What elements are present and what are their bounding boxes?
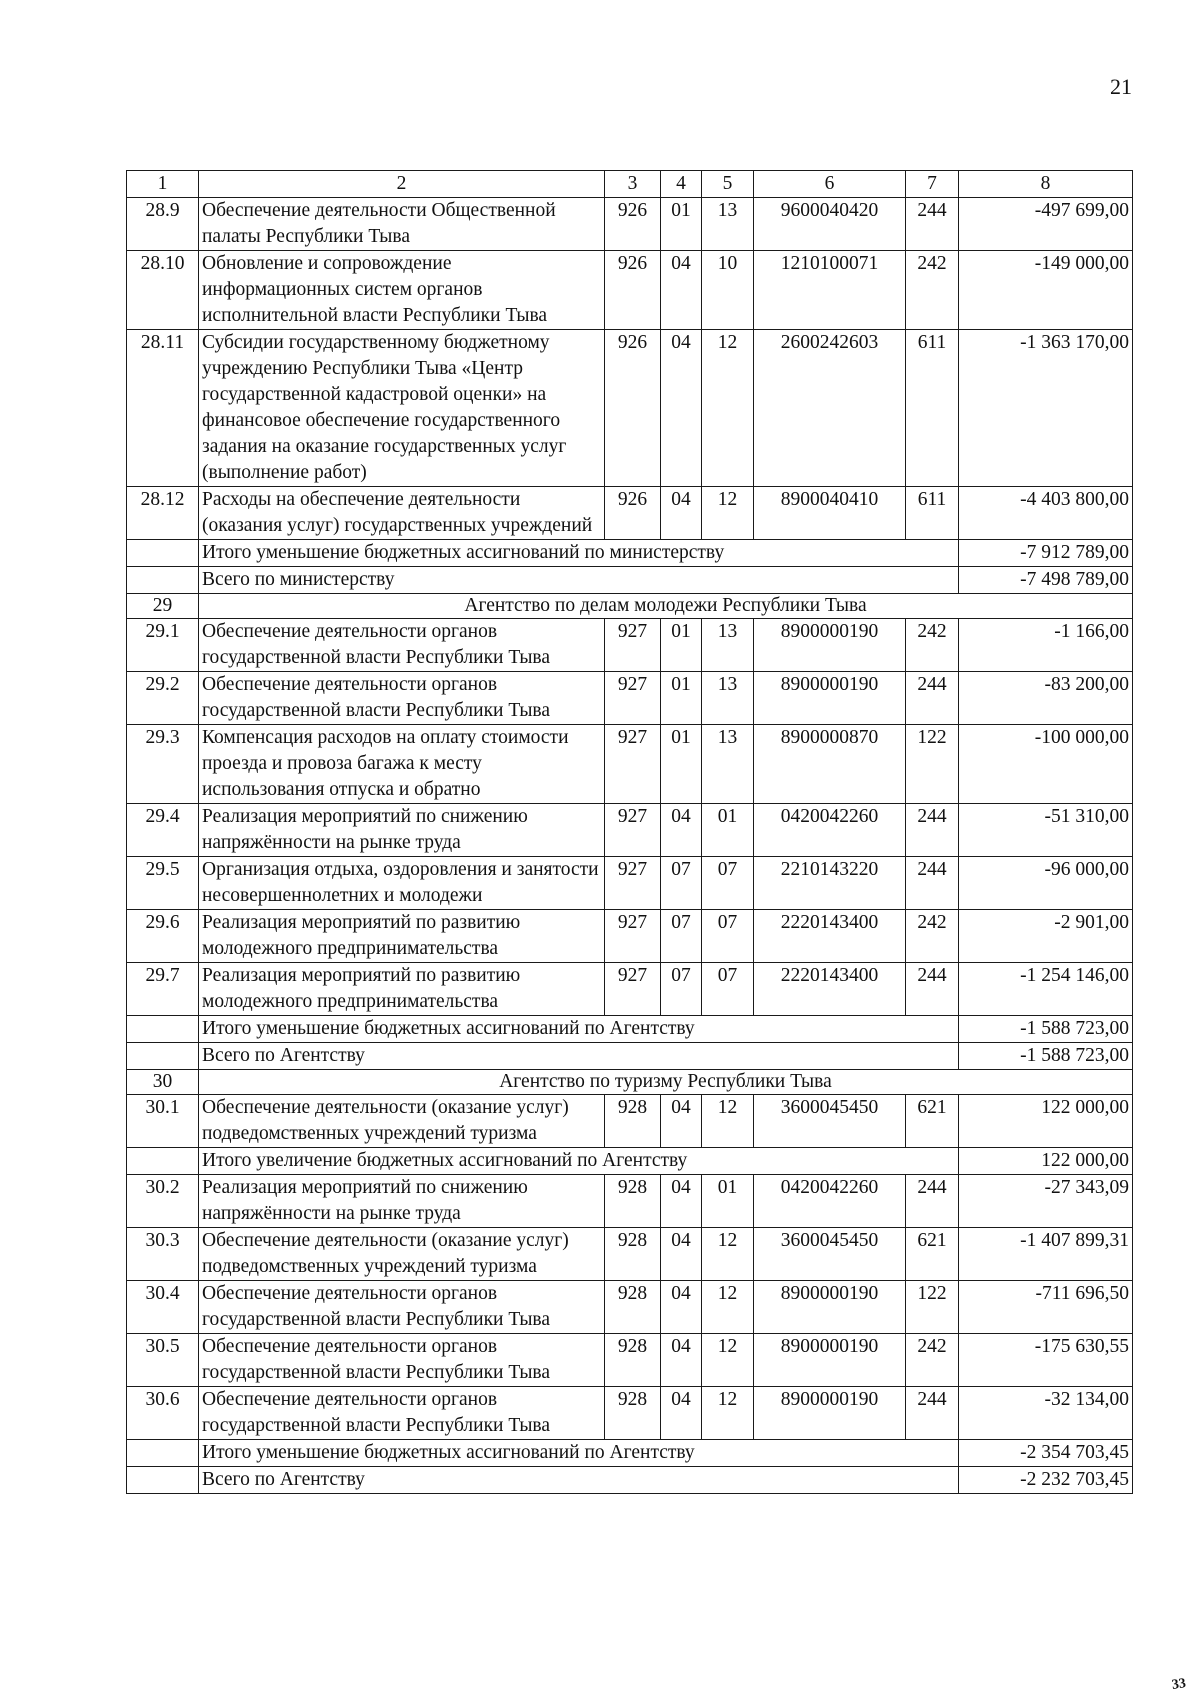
row-ministry-code: 927 — [605, 672, 661, 725]
row-section-code: 07 — [661, 963, 702, 1016]
row-target-article-code: 2210143220 — [754, 857, 906, 910]
summary-row — [127, 567, 1133, 594]
row-section-code: 07 — [661, 857, 702, 910]
row-number: 30.2 — [127, 1175, 199, 1228]
row-section-code: 04 — [661, 804, 702, 857]
row-target-article-code: 3600045450 — [754, 1095, 906, 1148]
table-row — [127, 963, 1133, 1016]
row-section-code: 04 — [661, 1175, 702, 1228]
summary-row — [127, 1043, 1133, 1070]
summary-number — [127, 1467, 199, 1494]
section-title: Агентство по туризму Республики Тыва — [199, 1070, 1133, 1095]
summary-amount: 122 000,00 — [959, 1148, 1133, 1175]
row-target-article-code: 8900000870 — [754, 725, 906, 804]
row-ministry-code: 926 — [605, 251, 661, 330]
summary-number — [127, 1043, 199, 1070]
summary-number — [127, 540, 199, 567]
row-number: 30.5 — [127, 1334, 199, 1387]
row-description: Компенсация расходов на оплату стоимости проезда и провоза багажа к месту использования отпуска и обратно — [199, 725, 605, 804]
row-target-article-code: 8900000190 — [754, 1387, 906, 1440]
row-amount: -83 200,00 — [959, 672, 1133, 725]
section-number: 29 — [127, 594, 199, 619]
row-ministry-code: 928 — [605, 1334, 661, 1387]
row-description: Организация отдыха, оздоровления и занятости несовершеннолетних и молодежи — [199, 857, 605, 910]
row-number: 29.1 — [127, 619, 199, 672]
row-number: 30.3 — [127, 1228, 199, 1281]
header-col-1: 1 — [127, 171, 199, 198]
header-col-3: 3 — [605, 171, 661, 198]
row-description: Реализация мероприятий по снижению напряжённости на рынке труда — [199, 804, 605, 857]
row-expense-type-code: 611 — [906, 330, 959, 487]
row-target-article-code: 0420042260 — [754, 804, 906, 857]
header-row — [127, 171, 1133, 198]
row-expense-type-code: 244 — [906, 963, 959, 1016]
table-body — [127, 198, 1133, 1494]
row-subsection-code: 01 — [702, 1175, 754, 1228]
row-expense-type-code: 242 — [906, 251, 959, 330]
row-section-code: 04 — [661, 1334, 702, 1387]
header-col-8: 8 — [959, 171, 1133, 198]
summary-amount: -1 588 723,00 — [959, 1016, 1133, 1043]
row-amount: -100 000,00 — [959, 725, 1133, 804]
row-ministry-code: 928 — [605, 1281, 661, 1334]
row-amount: -2 901,00 — [959, 910, 1133, 963]
row-target-article-code: 2220143400 — [754, 963, 906, 1016]
row-subsection-code: 07 — [702, 910, 754, 963]
table-row — [127, 619, 1133, 672]
row-number: 30.6 — [127, 1387, 199, 1440]
row-expense-type-code: 244 — [906, 1387, 959, 1440]
row-expense-type-code: 611 — [906, 487, 959, 540]
row-description: Расходы на обеспечение деятельности (оказания услуг) государственных учреждений — [199, 487, 605, 540]
row-number: 29.2 — [127, 672, 199, 725]
row-target-article-code: 1210100071 — [754, 251, 906, 330]
row-ministry-code: 928 — [605, 1175, 661, 1228]
summary-label: Всего по Агентству — [199, 1043, 959, 1070]
summary-number — [127, 1148, 199, 1175]
row-subsection-code: 07 — [702, 963, 754, 1016]
row-section-code: 04 — [661, 1095, 702, 1148]
row-subsection-code: 12 — [702, 1281, 754, 1334]
row-target-article-code: 8900000190 — [754, 672, 906, 725]
row-number: 28.12 — [127, 487, 199, 540]
row-section-code: 04 — [661, 330, 702, 487]
summary-label: Итого уменьшение бюджетных ассигнований по Агентству — [199, 1440, 959, 1467]
row-description: Обеспечение деятельности органов государственной власти Республики Тыва — [199, 1387, 605, 1440]
table-row — [127, 1228, 1133, 1281]
row-description: Субсидии государственному бюджетному учреждению Республики Тыва «Центр государственной кадастровой оценки» на финансовое обеспечение государственного задания на оказание государственных услуг (выполнение работ) — [199, 330, 605, 487]
table-row — [127, 487, 1133, 540]
row-description: Обеспечение деятельности органов государственной власти Республики Тыва — [199, 1281, 605, 1334]
summary-row — [127, 1016, 1133, 1043]
row-expense-type-code: 242 — [906, 1334, 959, 1387]
row-subsection-code: 10 — [702, 251, 754, 330]
row-number: 29.4 — [127, 804, 199, 857]
summary-amount: -2 232 703,45 — [959, 1467, 1133, 1494]
row-section-code: 01 — [661, 672, 702, 725]
row-expense-type-code: 621 — [906, 1228, 959, 1281]
row-subsection-code: 07 — [702, 857, 754, 910]
row-description: Обеспечение деятельности (оказание услуг) подведомственных учреждений туризма — [199, 1095, 605, 1148]
row-amount: -175 630,55 — [959, 1334, 1133, 1387]
section-title: Агентство по делам молодежи Республики Тыва — [199, 594, 1133, 619]
summary-amount: -7 912 789,00 — [959, 540, 1133, 567]
row-description: Реализация мероприятий по снижению напряжённости на рынке труда — [199, 1175, 605, 1228]
row-ministry-code: 927 — [605, 804, 661, 857]
row-amount: -711 696,50 — [959, 1281, 1133, 1334]
row-amount: -96 000,00 — [959, 857, 1133, 910]
row-number: 30.4 — [127, 1281, 199, 1334]
header-col-5: 5 — [702, 171, 754, 198]
row-ministry-code: 926 — [605, 330, 661, 487]
table-row — [127, 672, 1133, 725]
row-description: Обновление и сопровождение информационных систем органов исполнительной власти Республики Тыва — [199, 251, 605, 330]
row-section-code: 01 — [661, 619, 702, 672]
row-number: 29.7 — [127, 963, 199, 1016]
table-row — [127, 1387, 1133, 1440]
page-number: 21 — [1110, 74, 1132, 99]
row-ministry-code: 928 — [605, 1095, 661, 1148]
summary-amount: -1 588 723,00 — [959, 1043, 1133, 1070]
row-description: Реализация мероприятий по развитию молодежного предпринимательства — [199, 910, 605, 963]
row-target-article-code: 8900000190 — [754, 619, 906, 672]
row-section-code: 07 — [661, 910, 702, 963]
row-target-article-code: 9600040420 — [754, 198, 906, 251]
row-amount: 122 000,00 — [959, 1095, 1133, 1148]
row-ministry-code: 928 — [605, 1387, 661, 1440]
table-row — [127, 857, 1133, 910]
row-amount: -51 310,00 — [959, 804, 1133, 857]
section-number: 30 — [127, 1070, 199, 1095]
row-subsection-code: 13 — [702, 619, 754, 672]
summary-row — [127, 1440, 1133, 1467]
row-amount: -4 403 800,00 — [959, 487, 1133, 540]
summary-row — [127, 540, 1133, 567]
row-expense-type-code: 122 — [906, 1281, 959, 1334]
table-header — [127, 171, 1133, 198]
corner-mark: 33 — [1170, 1676, 1187, 1693]
row-target-article-code: 0420042260 — [754, 1175, 906, 1228]
table-row — [127, 1095, 1133, 1148]
summary-amount: -7 498 789,00 — [959, 567, 1133, 594]
row-number: 28.10 — [127, 251, 199, 330]
row-amount: -149 000,00 — [959, 251, 1133, 330]
row-description: Обеспечение деятельности органов государственной власти Республики Тыва — [199, 672, 605, 725]
row-expense-type-code: 242 — [906, 910, 959, 963]
section-header-row — [127, 594, 1133, 619]
row-subsection-code: 12 — [702, 1095, 754, 1148]
row-subsection-code: 12 — [702, 487, 754, 540]
row-number: 29.5 — [127, 857, 199, 910]
row-ministry-code: 927 — [605, 857, 661, 910]
row-ministry-code: 927 — [605, 910, 661, 963]
row-expense-type-code: 621 — [906, 1095, 959, 1148]
row-amount: -1 363 170,00 — [959, 330, 1133, 487]
summary-label: Итого увеличение бюджетных ассигнований по Агентству — [199, 1148, 959, 1175]
row-subsection-code: 01 — [702, 804, 754, 857]
row-expense-type-code: 242 — [906, 619, 959, 672]
header-col-4: 4 — [661, 171, 702, 198]
header-col-6: 6 — [754, 171, 906, 198]
summary-row — [127, 1467, 1133, 1494]
summary-label: Всего по министерству — [199, 567, 959, 594]
row-number: 29.3 — [127, 725, 199, 804]
row-section-code: 04 — [661, 1281, 702, 1334]
row-number: 29.6 — [127, 910, 199, 963]
row-amount: -1 166,00 — [959, 619, 1133, 672]
row-section-code: 04 — [661, 251, 702, 330]
row-description: Обеспечение деятельности Общественной палаты Республики Тыва — [199, 198, 605, 251]
table-row — [127, 330, 1133, 487]
row-expense-type-code: 244 — [906, 1175, 959, 1228]
row-ministry-code: 927 — [605, 963, 661, 1016]
table-row — [127, 1175, 1133, 1228]
table-row — [127, 198, 1133, 251]
table-row — [127, 251, 1133, 330]
row-target-article-code: 2220143400 — [754, 910, 906, 963]
row-expense-type-code: 122 — [906, 725, 959, 804]
row-target-article-code: 2600242603 — [754, 330, 906, 487]
row-subsection-code: 13 — [702, 725, 754, 804]
row-description: Обеспечение деятельности (оказание услуг) подведомственных учреждений туризма — [199, 1228, 605, 1281]
row-subsection-code: 13 — [702, 198, 754, 251]
row-section-code: 04 — [661, 1228, 702, 1281]
table-row — [127, 1334, 1133, 1387]
row-amount: -27 343,09 — [959, 1175, 1133, 1228]
row-ministry-code: 926 — [605, 487, 661, 540]
row-expense-type-code: 244 — [906, 198, 959, 251]
row-amount: -1 254 146,00 — [959, 963, 1133, 1016]
summary-number — [127, 1016, 199, 1043]
row-number: 30.1 — [127, 1095, 199, 1148]
summary-amount: -2 354 703,45 — [959, 1440, 1133, 1467]
table-row — [127, 804, 1133, 857]
row-subsection-code: 12 — [702, 1334, 754, 1387]
row-section-code: 01 — [661, 198, 702, 251]
row-amount: -1 407 899,31 — [959, 1228, 1133, 1281]
header-col-2: 2 — [199, 171, 605, 198]
row-ministry-code: 927 — [605, 725, 661, 804]
budget-table — [126, 170, 1133, 1494]
header-col-7: 7 — [906, 171, 959, 198]
summary-label: Итого уменьшение бюджетных ассигнований по министерству — [199, 540, 959, 567]
row-section-code: 04 — [661, 1387, 702, 1440]
row-target-article-code: 8900000190 — [754, 1281, 906, 1334]
summary-label: Всего по Агентству — [199, 1467, 959, 1494]
table-row — [127, 725, 1133, 804]
row-target-article-code: 8900000190 — [754, 1334, 906, 1387]
row-number: 28.11 — [127, 330, 199, 487]
row-description: Реализация мероприятий по развитию молодежного предпринимательства — [199, 963, 605, 1016]
row-subsection-code: 12 — [702, 1228, 754, 1281]
row-description: Обеспечение деятельности органов государственной власти Республики Тыва — [199, 619, 605, 672]
row-amount: -497 699,00 — [959, 198, 1133, 251]
row-subsection-code: 12 — [702, 330, 754, 487]
row-target-article-code: 3600045450 — [754, 1228, 906, 1281]
row-target-article-code: 8900040410 — [754, 487, 906, 540]
table-row — [127, 1281, 1133, 1334]
summary-row — [127, 1148, 1133, 1175]
row-ministry-code: 927 — [605, 619, 661, 672]
row-amount: -32 134,00 — [959, 1387, 1133, 1440]
row-ministry-code: 926 — [605, 198, 661, 251]
summary-number — [127, 567, 199, 594]
section-header-row — [127, 1070, 1133, 1095]
row-subsection-code: 13 — [702, 672, 754, 725]
row-description: Обеспечение деятельности органов государственной власти Республики Тыва — [199, 1334, 605, 1387]
row-expense-type-code: 244 — [906, 672, 959, 725]
summary-number — [127, 1440, 199, 1467]
summary-label: Итого уменьшение бюджетных ассигнований по Агентству — [199, 1016, 959, 1043]
row-section-code: 01 — [661, 725, 702, 804]
row-section-code: 04 — [661, 487, 702, 540]
row-ministry-code: 928 — [605, 1228, 661, 1281]
row-number: 28.9 — [127, 198, 199, 251]
row-expense-type-code: 244 — [906, 804, 959, 857]
row-expense-type-code: 244 — [906, 857, 959, 910]
table-row — [127, 910, 1133, 963]
row-subsection-code: 12 — [702, 1387, 754, 1440]
